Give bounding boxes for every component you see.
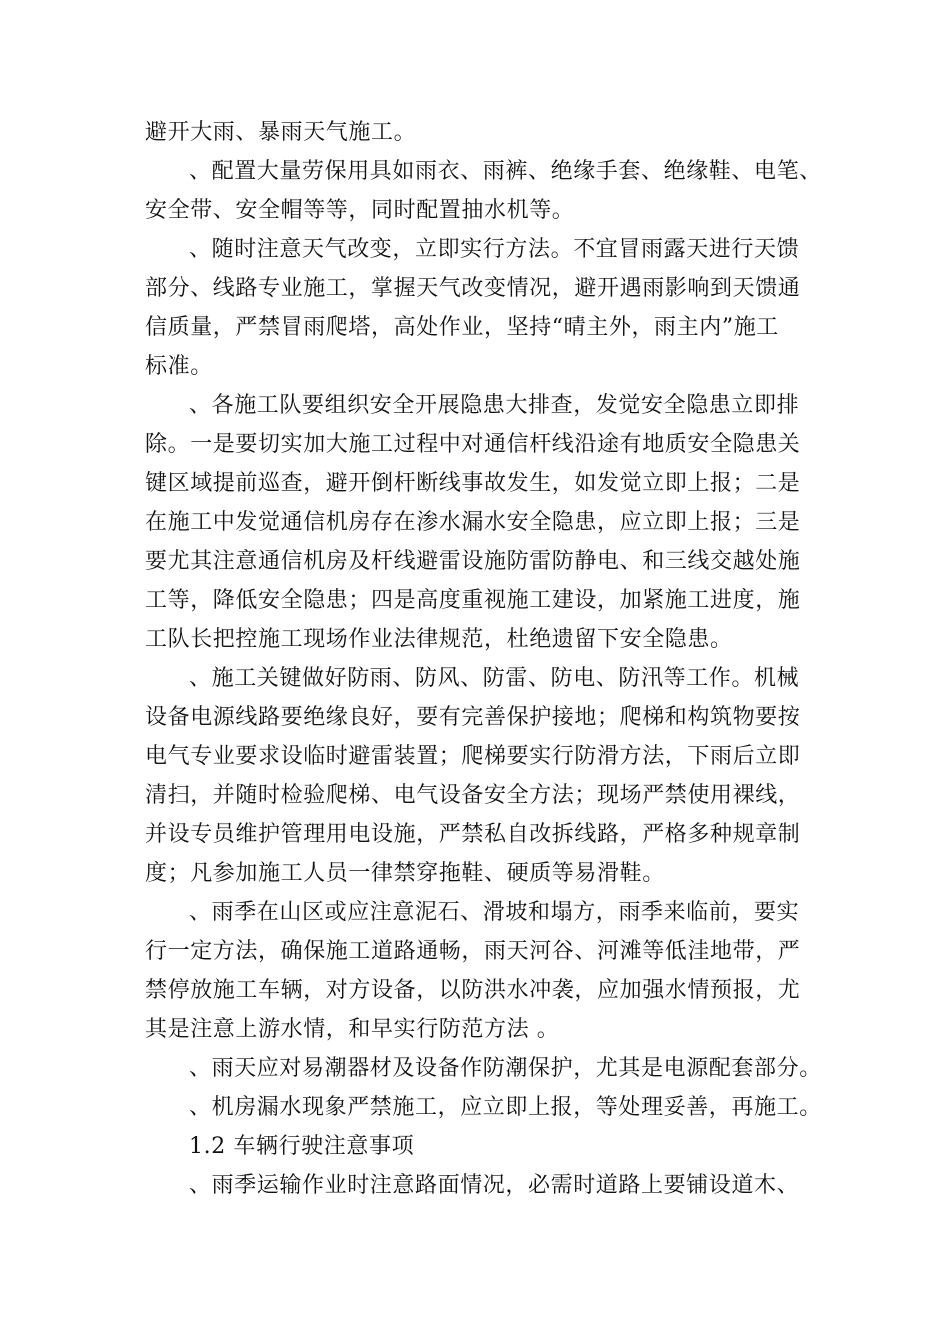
text-line: 并设专员维护管理用电设施，严禁私自改拆线路，严格多种规章制 — [145, 822, 801, 847]
text-line: 电气专业要求设临时避雷装置；爬梯要实行防滑方法，下雨后立即 — [145, 744, 801, 769]
text-line: 除。一是要切实加大施工过程中对通信杆线沿途有地质安全隐患关 — [145, 432, 801, 457]
text-line: 度；凡参加施工人员一律禁穿拖鞋、硬质等易滑鞋。 — [145, 861, 665, 886]
text-line: 键区域提前巡查，避开倒杆断线事故发生，如发觉立即上报；二是 — [145, 471, 801, 496]
text-line: 部分、线路专业施工，掌握天气改变情况，避开遇雨影响到天馈通 — [145, 276, 801, 301]
text-line: 设备电源线路要绝缘良好，要有完善保护接地；爬梯和构筑物要按 — [145, 705, 801, 730]
text-line: 安全带、安全帽等等，同时配置抽水机等。 — [145, 198, 575, 223]
text-line: 避开大雨、暴雨天气施工。 — [145, 120, 417, 145]
text-line: 信质量，严禁冒雨爬塔，高处作业，坚持“晴主外，雨主内”施工 — [145, 315, 779, 340]
section-heading: 1.2 车辆行驶注意事项 — [189, 1134, 415, 1159]
text-line: 、机房漏水现象严禁施工，应立即上报，等处理妥善，再施工。 — [189, 1095, 822, 1120]
text-line: 、施工关键做好防雨、防风、防雷、防电、防汛等工作。机械 — [189, 666, 800, 691]
text-line: 、配置大量劳保用具如雨衣、雨裤、绝缘手套、绝缘鞋、电笔、 — [189, 159, 822, 184]
document-body — [145, 113, 825, 1205]
text-line: 、各施工队要组织安全开展隐患大排查，发觉安全隐患立即排 — [189, 393, 800, 418]
text-line: 禁停放施工车辆，对方设备，以防洪水冲袭，应加强水情预报，尤 — [145, 978, 801, 1003]
text-line: 、雨季运输作业时注意路面情况，必需时道路上要铺设道木、 — [189, 1173, 800, 1198]
text-line: 其是注意上游水情，和早实行防范方法 。 — [145, 1017, 560, 1042]
text-line: 清扫，并随时检验爬梯、电气设备安全方法；现场严禁使用裸线， — [145, 783, 801, 808]
text-line: 标准。 — [145, 354, 213, 379]
text-line: 工等，降低安全隐患；四是高度重视施工建设，加紧施工进度，施 — [145, 588, 801, 613]
text-line: 、雨天应对易潮器材及设备作防潮保护，尤其是电源配套部分。 — [189, 1056, 822, 1081]
text-line: 要尤其注意通信机房及杆线避雷设施防雷防静电、和三线交越处施 — [145, 549, 801, 574]
text-line: 行一定方法，确保施工道路通畅，雨天河谷、河滩等低洼地带，严 — [145, 939, 801, 964]
text-line: 、随时注意天气改变，立即实行方法。不宜冒雨露天进行天馈 — [189, 237, 800, 262]
text-line: 工队长把控施工现场作业法律规范，杜绝遗留下安全隐患。 — [145, 627, 733, 652]
text-line: 在施工中发觉通信机房存在渗水漏水安全隐患，应立即上报；三是 — [145, 510, 801, 535]
text-line: 、雨季在山区或应注意泥石、滑坡和塌方，雨季来临前，要实 — [189, 900, 800, 925]
